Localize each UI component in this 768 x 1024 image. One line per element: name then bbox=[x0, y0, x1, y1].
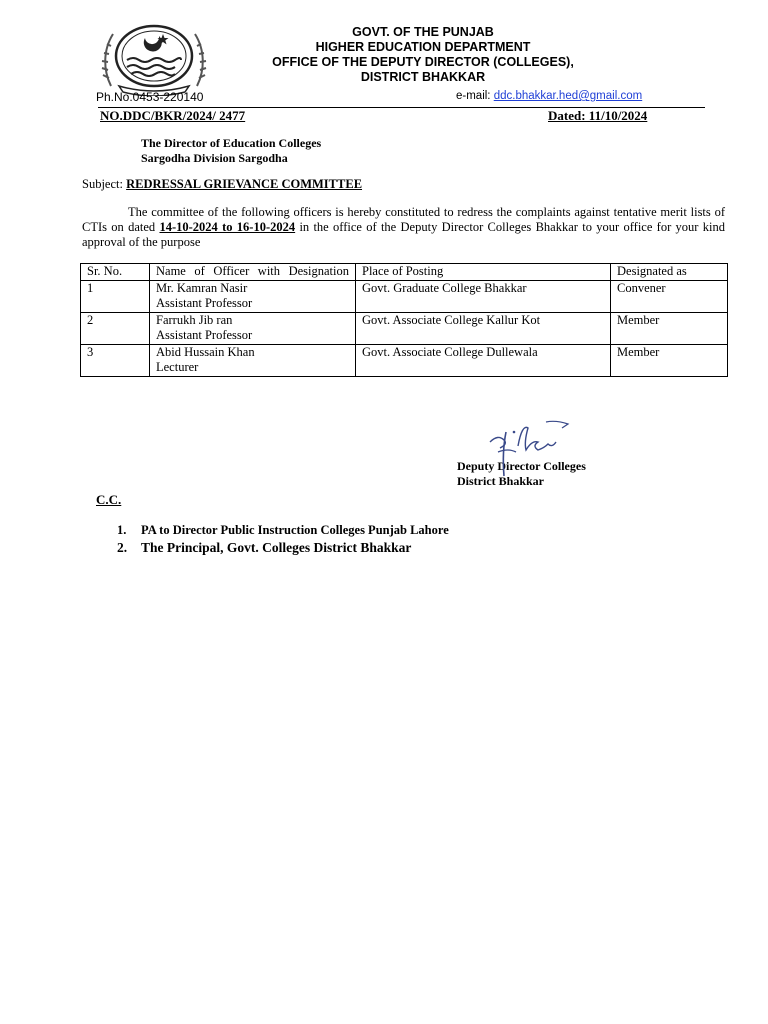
cc-item: 2. The Principal, Govt. Colleges District Bhakkar bbox=[117, 540, 412, 555]
body-dates: 14-10-2024 to 16-10-2024 bbox=[159, 220, 296, 234]
phone-number: Ph.No.0453-220140 bbox=[96, 90, 204, 104]
table-header-row bbox=[81, 264, 728, 281]
signatory-title: Deputy Director Colleges bbox=[457, 459, 586, 473]
officer-name: Farrukh Jib ran bbox=[156, 312, 233, 327]
cell-posting: Govt. Associate College Kallur Kot bbox=[356, 312, 611, 344]
table-row bbox=[81, 312, 728, 344]
header-cell-posting: Place of Posting bbox=[356, 264, 611, 281]
cell-officer bbox=[150, 280, 356, 312]
table-row bbox=[81, 280, 728, 312]
officer-designation: Lecturer bbox=[156, 360, 199, 374]
cell-posting: Govt. Associate College Dullewala bbox=[356, 344, 611, 376]
cell-sr: 1 bbox=[81, 280, 150, 312]
cell-posting: Govt. Graduate College Bhakkar bbox=[356, 280, 611, 312]
cell-sr: 3 bbox=[81, 344, 150, 376]
header-department: HIGHER EDUCATION DEPARTMENT bbox=[315, 40, 531, 54]
punjab-emblem-icon bbox=[97, 20, 211, 96]
addressee-line-1: The Director of Education Colleges bbox=[141, 136, 322, 150]
cc-item-text: PA to Director Public Instruction Colleges Punjab Lahore bbox=[141, 523, 449, 537]
officer-name: Mr. Kamran Nasir bbox=[156, 280, 248, 295]
signature-icon bbox=[484, 418, 580, 478]
email-link[interactable]: ddc.bhakkar.hed@gmail.com bbox=[493, 90, 643, 102]
header-cell-name: Name of Officer with Designation bbox=[150, 264, 356, 281]
officer-designation: Assistant Professor bbox=[156, 328, 253, 342]
header-cell-role: Designated as bbox=[611, 264, 728, 281]
body-part-2: in the office of the Deputy Director Colleges Bhakkar to your office for your kind approval of the purpose bbox=[82, 220, 725, 249]
officer-name: Abid Hussain Khan bbox=[156, 344, 255, 359]
subject-line bbox=[82, 177, 362, 192]
officers-table bbox=[80, 263, 728, 377]
header-govt: GOVT. OF THE PUNJAB bbox=[352, 25, 494, 39]
officer-designation: Assistant Professor bbox=[156, 296, 253, 310]
subject-text: REDRESSAL GRIEVANCE COMMITTEE bbox=[126, 177, 363, 191]
body-paragraph bbox=[82, 205, 725, 250]
reference-date: Dated: 11/10/2024 bbox=[548, 108, 648, 123]
cell-officer bbox=[150, 312, 356, 344]
cell-role: Member bbox=[611, 312, 728, 344]
header-cell-sr: Sr. No. bbox=[81, 264, 150, 281]
addressee-line-2: Sargodha Division Sargodha bbox=[141, 151, 288, 165]
email-block bbox=[456, 90, 642, 102]
subject-label: Subject: bbox=[82, 177, 123, 191]
reference-number: NO.DDC/BKR/2024/ 2477 bbox=[100, 108, 246, 123]
header-district: DISTRICT BHAKKAR bbox=[360, 70, 486, 84]
cell-officer bbox=[150, 344, 356, 376]
cell-role: Member bbox=[611, 344, 728, 376]
table-row bbox=[81, 344, 728, 376]
body-part-1: The committee of the following officers is hereby constituted to redress the complaints against tentative merit lists of CTIs on dated bbox=[82, 205, 725, 234]
email-label: e-mail: bbox=[456, 90, 491, 102]
cc-item: 1. PA to Director Public Instruction Colleges Punjab Lahore bbox=[117, 523, 449, 537]
header-office: OFFICE OF THE DEPUTY DIRECTOR (COLLEGES), bbox=[272, 55, 574, 69]
cell-role: Convener bbox=[611, 280, 728, 312]
cc-item-text: The Principal, Govt. Colleges District Bhakkar bbox=[141, 540, 412, 555]
cell-sr: 2 bbox=[81, 312, 150, 344]
cc-label: C.C. bbox=[96, 492, 122, 507]
signatory-district: District Bhakkar bbox=[457, 474, 544, 488]
